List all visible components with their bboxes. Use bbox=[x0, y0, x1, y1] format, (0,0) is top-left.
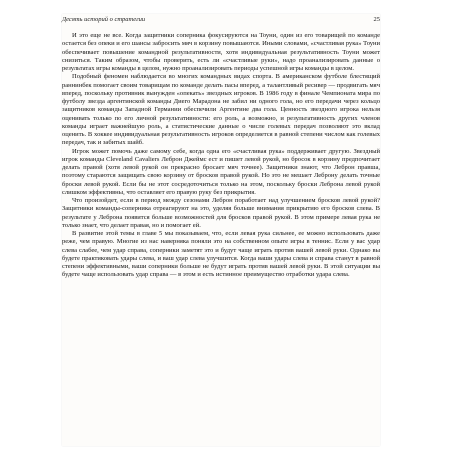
book-page bbox=[62, 14, 380, 446]
page-number: 25 bbox=[373, 16, 380, 23]
running-title: Десять историй о стратегии bbox=[62, 16, 146, 23]
paragraph: И это еще не все. Когда защитники соперника фокусируются на Тоуни, один из его товарищей по команде остается без опеки и его шансы забросить мяч в корзину повышаются. Иными словами, «счастливая рука» Тоуни обеспечивает повышение командной результативности, хотя индивидуальная результативность Тоуни может снизиться. Таким образом, чтобы проверить, есть ли «счастливые руки», надо проанализировать данные о результатах игры команды в целом, нужно проанализировать периоды успешной игры команды в целом. bbox=[62, 32, 380, 72]
paragraph: Подобный феномен наблюдается во многих командных видах спорта. В американском футболе блестящий раннинбек помогает своим товарищам по команде делать пасы вперед, а талантливый ресивер — продвигать мяч вперед, поскольку противник вынужден «опекать» звездных игроков. В 1986 году в финале Чемпионата мира по футболу звезда аргентинской команды Диего Марадона не забил ни одного гола, но его передачи через кольцо защитников команды Западной Германии обеспечили Аргентине два гола. Ценность звездного игрока нельзя оценивать только по его личной результативности: его роль, а возможно, и результативность других членов команды играет важнейшую роль, а статистические данные о числе голевых передач позволяют это вклад оценить. В хоккее индивидуальная результативность игроков определяется в равной степени числом как голевых передач, так и забитых шайб. bbox=[62, 73, 380, 147]
paragraph: В развитие этой темы в главе 5 мы показываем, что, если левая рука сильнее, ее можно использовать даже реже, чем правую. Многие из нас наверняка поняли это на собственном опыте игры в теннис. Если у вас удар слева слабее, чем удар справа, соперники заметят это и будут чаще играть против вашей левой руки. Однако вы будете практиковать удары слева, и ваш удар слева улучшится. Когда ваши удары слева и справа станут в равной степени эффективными, ваши соперники больше не будут играть против вашей левой руки. В этой ситуации вы будете чаще использовать удар справа — в этом и есть истинное преимущество отработки удара слева. bbox=[62, 230, 380, 279]
running-header bbox=[62, 14, 380, 26]
body-text bbox=[62, 32, 380, 280]
paragraph: Игрок может помочь даже самому себе, когда одна его «счастливая рука» поддерживает другую. Звездный игрок команды Cleveland Cavaliers Леброн Джеймс ест и пишет левой рукой, но бросок в корзину предпочитает делать правой (хотя левой рукой он прекрасно бросает мяч точнее). Защитники знают, что Леброн правша, поэтому стараются защищать свою корзину от бросков правой рукой. Но это не мешает Леброну делать точные броски левой рукой. Если бы не этот сосредоточиться только на этом, поскольку броски Леброна левой рукой слишком эффективны, что оставляет его правую руку без прикрытия. bbox=[62, 147, 380, 196]
paragraph: Что произойдет, если в период между сезонами Леброн поработает над улучшением бросков левой рукой? Защитники команды-соперника отреагируют на это, уделяя больше внимания прикрытию его бросков слева. В результате у Леброна появится больше возможностей для бросков правой рукой. В этом примере левая рука не только знает, что делает правая, но и помогает ей. bbox=[62, 197, 380, 229]
